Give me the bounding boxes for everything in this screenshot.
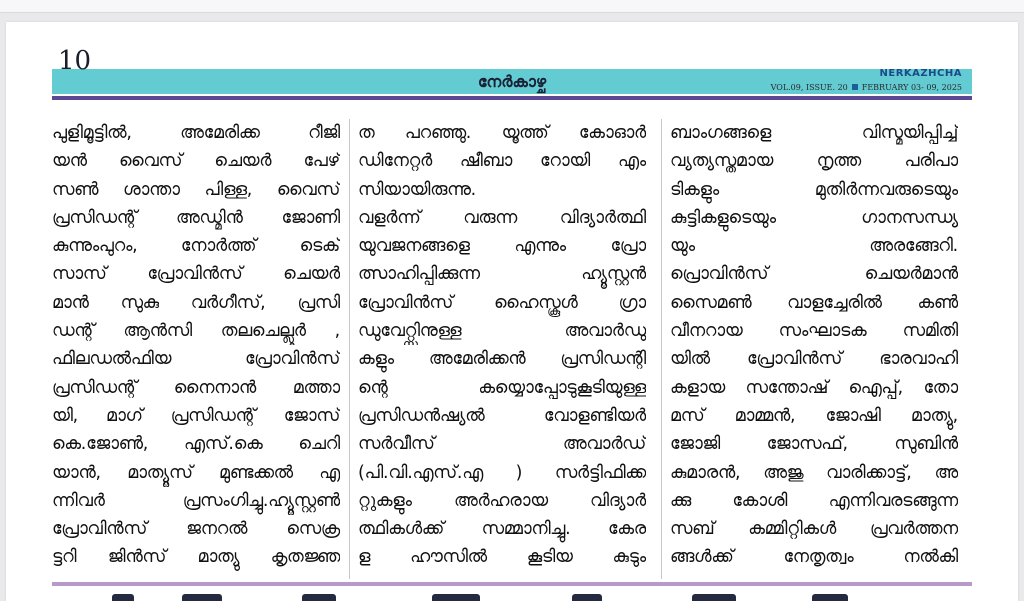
article-line: ട്ടറി ജിൻസ് മാത്യു കൃതജ്ഞ <box>52 547 340 568</box>
footer-rule <box>52 582 972 586</box>
article-line: പ്രസിഡന്റ് നൈനാൻ മത്താ <box>52 377 340 398</box>
article-column-1 <box>52 119 340 572</box>
article-line: പ്രസിഡന്റ് അഡ്മിൻ ജോണി <box>52 207 340 228</box>
article-line: കുമാരൻ, അജു വാരിക്കാട്ട്, അ <box>670 462 958 483</box>
article-line: യും അരങ്ങേറി. <box>670 236 958 257</box>
article-line: യൻ വൈസ് ചെയർ പേഴ് <box>52 151 340 172</box>
article-line: ങ്ങൾക്ക് നേതൃത്വം നൽകി <box>670 547 958 568</box>
article-line: റ്റുകളും അർഹരായ വിദ്യാർ <box>358 490 646 511</box>
article-line: ന്നിവർ പ്രസംഗിച്ചു.ഹ്യൂസ്റ്റൺ <box>52 490 340 511</box>
volume-issue: VOL.09, ISSUE. 20 <box>770 83 848 92</box>
header-rule <box>52 96 972 100</box>
article-line: കളായ സന്തോഷ് ഐപ്പ്, തോ <box>670 377 958 398</box>
page-number: 10 <box>58 46 92 76</box>
article-line: ഫിലഡൽഫിയ പ്രോവിൻസ് <box>52 349 340 370</box>
article-line: ജോജി ജോസഫ്, സുബിൻ <box>670 434 958 455</box>
article-line: സബ് കമ്മിറ്റികൾ പ്രവർത്തന <box>670 519 958 540</box>
article-line: യുവജനങ്ങളെ എന്നും പ്രോ <box>358 236 646 257</box>
article-line: ക്കു കോശി എന്നിവരടങ്ങുന്ന <box>670 490 958 511</box>
column-divider <box>661 119 662 579</box>
article-line: കെ.ജോൺ, എസ്.കെ ചെറി <box>52 434 340 455</box>
article-line: ഡിനേറ്റർ ഷീബാ റോയി എം <box>358 151 646 172</box>
article-line: മാൻ സുകു വർഗീസ്, പ്രസി <box>52 292 340 313</box>
article-line: ഡന്റ് ആൻസി തലചെല്ലൂർ , <box>52 321 340 342</box>
article-line: ന്റെ കയ്യൊപ്പോടുകൂടിയുള്ള <box>358 377 646 398</box>
article-line: പ്രോവിൻസ് ഹൈസ്കൂൾ ഗ്രാ <box>358 292 646 313</box>
article-line: സൈമൺ വാളച്ചേരിൽ കൺ <box>670 292 958 313</box>
next-headline-cropped <box>52 590 972 601</box>
article-line: സർവീസ് അവാർഡ് <box>358 434 646 455</box>
article-line: ത്സാഹിപ്പിക്കുന്ന ഹ്യൂസ്റ്റൻ <box>358 264 646 285</box>
column-divider <box>349 119 350 579</box>
article-line: വ്യത്യസ്തമായ നൃത്ത പരിപാ <box>670 151 958 172</box>
article-line: വളർന്ന് വരുന്ന വിദ്യാർത്ഥി <box>358 207 646 228</box>
article-column-3 <box>670 119 958 572</box>
article-line: ബാംഗങ്ങളെ വിസ്മയിപ്പിച്ച് <box>670 123 958 143</box>
article-line: സിയായിരുന്നു. <box>358 179 476 200</box>
article-line: പ്രൊവിൻസ് ചെയർമാൻ <box>670 264 958 285</box>
brand-name: NERKAZHCHA <box>879 68 962 79</box>
article-line: സൺ ശാന്താ പിള്ള, വൈസ് <box>52 179 340 200</box>
page-header <box>52 47 972 101</box>
article-line: (പി.വി.എസ്.എ ) സർട്ടിഫിക്ക <box>358 462 646 483</box>
article-line: യി, മാഗ് പ്രസിഡന്റ് ജോസ് <box>52 405 340 426</box>
article-line: മസ് മാമ്മൻ, ജോഷി മാത്യു, <box>670 405 958 426</box>
article-line: ത പറഞ്ഞു. യൂത്ത് കോഓർ <box>358 123 646 143</box>
issue-date: FEBRUARY 03- 09, 2025 <box>861 83 962 92</box>
article-line: കുന്നുംപുറം, നോർത്ത് ടെക് <box>52 236 340 257</box>
section-title: നേർകാഴ്ച <box>477 72 547 91</box>
issue-info <box>771 82 962 93</box>
article-line: വീനറായ സംഘാടക സമിതി <box>670 321 958 342</box>
article-line: ടികളും മുതിർന്നവരുടെയും <box>670 179 958 200</box>
article-line: കളും അമേരിക്കൻ പ്രസിഡന്റി <box>358 349 646 370</box>
square-bullet-icon <box>852 84 858 90</box>
viewer-top-strip <box>0 0 1024 13</box>
article-line: പ്രസിഡൻഷ്യൽ വോളണ്ടിയർ <box>358 405 646 426</box>
article-line: കുട്ടികളുടെയും ഗാനസന്ധ്യ <box>670 207 958 228</box>
article-line: ഡുവേറ്റ്സിനുള്ള അവാർഡു <box>358 321 646 342</box>
article-column-2 <box>358 119 646 572</box>
article-line: യാൻ, മാത്യൂസ് മുണ്ടക്കൽ എ <box>52 462 340 483</box>
article-line: സാസ് പ്രോവിൻസ് ചെയർ <box>52 264 340 285</box>
article-line: ത്ഥികൾക്ക് സമ്മാനിച്ചു. കേര <box>358 519 646 540</box>
article-line: പുളിമൂട്ടിൽ, അമേരിക്ക റീജി <box>52 123 340 143</box>
article-line: ള ഹൗസിൽ കൂടിയ കുടും <box>358 547 646 568</box>
article-line: യിൽ പ്രോവിൻസ് ഭാരവാഹി <box>670 349 958 370</box>
article-line: പ്രോവിൻസ് ജനറൽ സെക്ര <box>52 519 340 540</box>
